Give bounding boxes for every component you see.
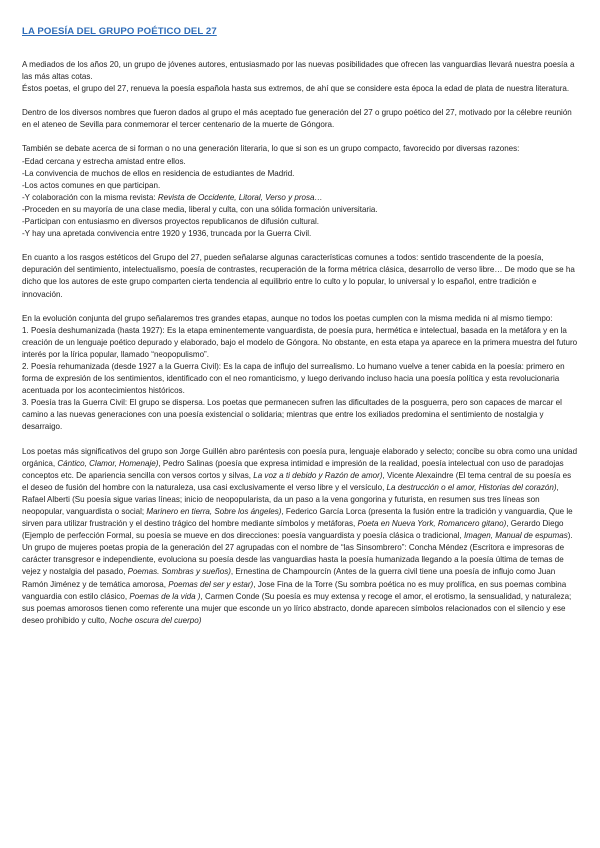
paragraph-intro: A mediados de los años 20, un grupo de jóvenes autores, entusiasmado por las nuevas posibilidades que ofrecen las vanguardias llevará nuestra poesía a las más altas cotas. bbox=[22, 60, 575, 82]
page-title: LA POESÍA DEL GRUPO POÉTICO DEL 27 bbox=[22, 26, 217, 37]
list-item: -Y colaboración con la misma revista: Revista de Occidente, Litoral, Verso y prosa… bbox=[22, 192, 323, 202]
stage-2: 2. Poesía rehumanizada (desde 1927 a la Guerra Civil): Es la capa de influjo del surrealismo. Lo humano vuelve a tener cabida en la poesía: primero en forma de expresión de los sentimientos, identificado con el neo romanticismo, y luego derivando incluso hacia una poesía política y esta revolucionaria acentuada por los acontecimientos históricos. bbox=[22, 361, 565, 396]
stage-3: 3. Poesía tras la Guerra Civil: El grupo se dispersa. Los poetas que permanecen sufren las dificultades de la posguerra, pero son capaces de marcar el camino a las nuevas generaciones con una poesía existencial o solidaria; mientras que entre los exiliados predomina el sentimiento de nostalgia y desarraigo. bbox=[22, 398, 562, 432]
list-item: -Y hay una apretada convivencia entre 1920 y 1936, truncada por la Guerra Civil. bbox=[22, 229, 312, 239]
paragraph-poets: Los poetas más significativos del grupo son Jorge Guillén abro paréntesis con poesía pura, lenguaje elaborado y selecto; concibe su obra como una unidad orgánica, Cántico, Clamor, Homenaje), Pedro Salinas (poesía que expresa intimidad e impresión de la realidad, poesía intelectual con uso de paradojas conceptos etc. De apariencia sencilla con versos cortos y silvas, La voz a ti debido y Razón de amor), Vicente Alexaindre (El tema central de su poesía es el deseo de fusión del hombre con la naturaleza, usa casi exclusivamente el verso libre y el versículo, La destrucción o el amor, Historias del corazón), Rafael Alberti (Su poesía sigue varias líneas; inicio de neopopularista, da un paso a la vena gongorina y futurista, en resumen sus tres líneas son neopopular, vanguardista o social; Marinero en tierra, Sobre los ángeles), Federico García Lorca (presenta la fusión entre la tradición y vanguardia, Que le sirven para utilizar frustración y el destino trágico del hombre mediante símbolos y metáforas, Poeta en Nueva York, Romancero gitano), Gerardo Diego (Ejemplo de perfección Formal, su poesía se mueve en dos direcciones: poesía vanguardista y poesía clásica o tradicional, Imagen, Manual de espumas). bbox=[22, 446, 578, 541]
list-item: -Edad cercana y estrecha amistad entre ellos. bbox=[22, 156, 186, 166]
list-item: -Participan con entusiasmo en diversos proyectos republicanos de difusión cultural. bbox=[22, 217, 320, 227]
paragraph-intro-2: Éstos poetas, el grupo del 27, renueva la poesía española hasta sus extremos, de ahí que se considere esta época la edad de plata de nuestra literatura. bbox=[22, 84, 570, 94]
paragraph-women-poets: Un grupo de mujeres poetas propia de la generación del 27 agrupadas con el nombre de “las Sinsombrero”: Concha Méndez (Escritora e impresoras de carácter transgresor e independiente, evoluciona su poesía desde las vanguardias hasta la poesía humanizada llegando a la poesía última de temas de vejez y nostalgia del pasado, Poemas. Sombras y sueños), Ernestina de Champourcín (Antes de la guerra civil tiene una poesía de influjo como Juan Ramón Jiménez y de temática amorosa, Poemas del ser y estar), Jose Fina de la Torre (Su sombra poética no es muy prolífica, en sus poemas combina vanguardia con estilo clásico, Poemas de la vida ), Carmen Conde (Su poesía es muy extensa y recoge el amor, el erotismo, la sensualidad, y naturaleza; sus poemas amorosos tienen como referente una mujer que esconde un yo lírico abstracto, donde aparecen símbolos relacionados con el silencio y ese deseo prohibido y culto, Noche oscura del cuerpo) bbox=[22, 543, 572, 625]
list-item: -La convivencia de muchos de ellos en residencia de estudiantes de Madrid. bbox=[22, 168, 295, 178]
paragraph-names: Dentro de los diversos nombres que fueron dados al grupo el más aceptado fue generación del 27 o grupo poético del 27, motivado por la célebre reunión en el ateneo de Sevilla para conmemorar el tercer centenario de la muerte de Góngora. bbox=[22, 108, 572, 130]
paragraph-evolution: En la evolución conjunta del grupo señalaremos tres grandes etapas, aunque no todos los poetas cumplen con la misma medida ni al mismo tiempo: bbox=[22, 313, 553, 323]
paragraph-aesthetics: En cuanto a los rasgos estéticos del Grupo del 27, pueden señalarse algunas características comunes a todos: sentido trascendente de la poesía, depuración del sentimiento, intelectualismo, poesía de contrastes, recuperación de la forma métrica clásica, desarrollo de verso libre… De modo que se ha dicho que los autores de este grupo comparten cierta tendencia al equilibrio entre lo culto y lo popular, lo universal y lo español, entre tradición e innovación. bbox=[22, 253, 575, 299]
paragraph-generation: También se debate acerca de si forman o no una generación literaria, lo que si son es un grupo compacto, favorecido por diversas razones: bbox=[22, 144, 520, 154]
list-item: -Proceden en su mayoría de una clase media, liberal y culta, con una sólida formación universitaria. bbox=[22, 204, 378, 214]
list-item: -Los actos comunes en que participan. bbox=[22, 180, 161, 190]
stage-1: 1. Poesía deshumanizada (hasta 1927): Es la etapa eminentemente vanguardista, de poesía pura, hermética e intelectual, basada en la metáfora y en la creación de un lenguaje poético depurado y elaborado, bajo el modelo de Góngora. No obstante, en esta etapa ya aparece en la primera muestra del futuro interés por la lírica popular, llamado “neopopulismo”. bbox=[22, 325, 578, 359]
